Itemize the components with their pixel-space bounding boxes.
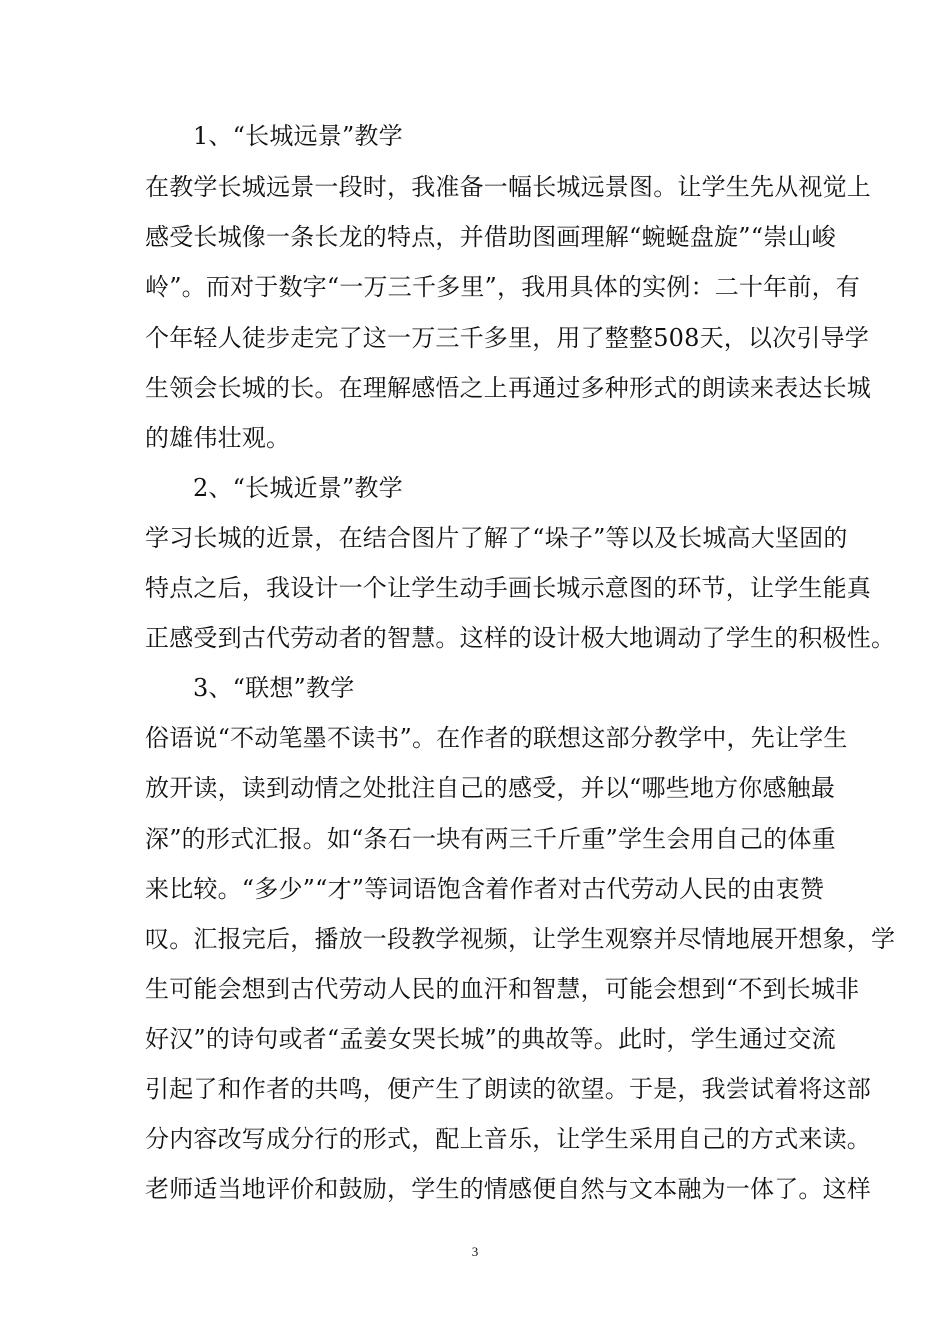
paragraph-line: 放开读，读到动情之处批注自己的感受，并以“哪些地方你感触最 bbox=[145, 774, 836, 802]
page-number: 3 bbox=[471, 1244, 479, 1259]
paragraph-line: 深”的形式汇报。如“条石一块有两三千斤重”学生会用自己的体重 bbox=[145, 825, 836, 853]
paragraph-line: 生可能会想到古代劳动人民的血汗和智慧，可能会想到“不到长城非 bbox=[145, 975, 860, 1003]
paragraph-line: 好汉”的诗句或者“孟姜女哭长城”的典故等。此时，学生通过交流 bbox=[145, 1025, 836, 1053]
paragraph-line: 特点之后，我设计一个让学生动手画长城示意图的环节，让学生能真 bbox=[145, 574, 871, 602]
paragraph-line: 叹。汇报完后，播放一段教学视频，让学生观察并尽情地展开想象，学 bbox=[145, 925, 896, 953]
section-heading: 1、“长城远景”教学 bbox=[193, 122, 403, 150]
paragraph-line: 个年轻人徒步走完了这一万三千多里，用了整整508天，以次引导学 bbox=[145, 324, 870, 352]
paragraph-line: 老师适当地评价和鼓励，学生的情感便自然与文本融为一体了。这样 bbox=[145, 1175, 871, 1203]
paragraph-line: 来比较。“多少”“才”等词语饱含着作者对古代劳动人民的由衷赞 bbox=[145, 875, 825, 903]
paragraph-line: 的雄伟壮观。 bbox=[145, 424, 291, 452]
paragraph-line: 在教学长城远景一段时，我准备一幅长城远景图。让学生先从视觉上 bbox=[145, 173, 871, 201]
paragraph-line: 俗语说“不动笔墨不读书”。在作者的联想这部分教学中，先让学生 bbox=[145, 724, 848, 752]
paragraph-line: 正感受到古代劳动者的智慧。这样的设计极大地调动了学生的积极性。 bbox=[145, 624, 896, 652]
paragraph-line: 生领会长城的长。在理解感悟之上再通过多种形式的朗读来表达长城 bbox=[145, 374, 871, 402]
paragraph-line: 引起了和作者的共鸣，便产生了朗读的欲望。于是，我尝试着将这部 bbox=[145, 1075, 871, 1103]
paragraph-line: 感受长城像一条长龙的特点，并借助图画理解“蜿蜒盘旋”“崇山峻 bbox=[145, 223, 836, 251]
paragraph-line: 岭”。而对于数字“一万三千多里”，我用具体的实例：二十年前，有 bbox=[145, 273, 861, 301]
section-heading: 2、“长城近景”教学 bbox=[193, 474, 403, 502]
paragraph-line: 学习长城的近景，在结合图片了解了“垛子”等以及长城高大坚固的 bbox=[145, 524, 848, 552]
paragraph-line: 分内容改写成分行的形式，配上音乐，让学生采用自己的方式来读。 bbox=[145, 1125, 871, 1153]
section-heading: 3、“联想”教学 bbox=[193, 674, 355, 702]
